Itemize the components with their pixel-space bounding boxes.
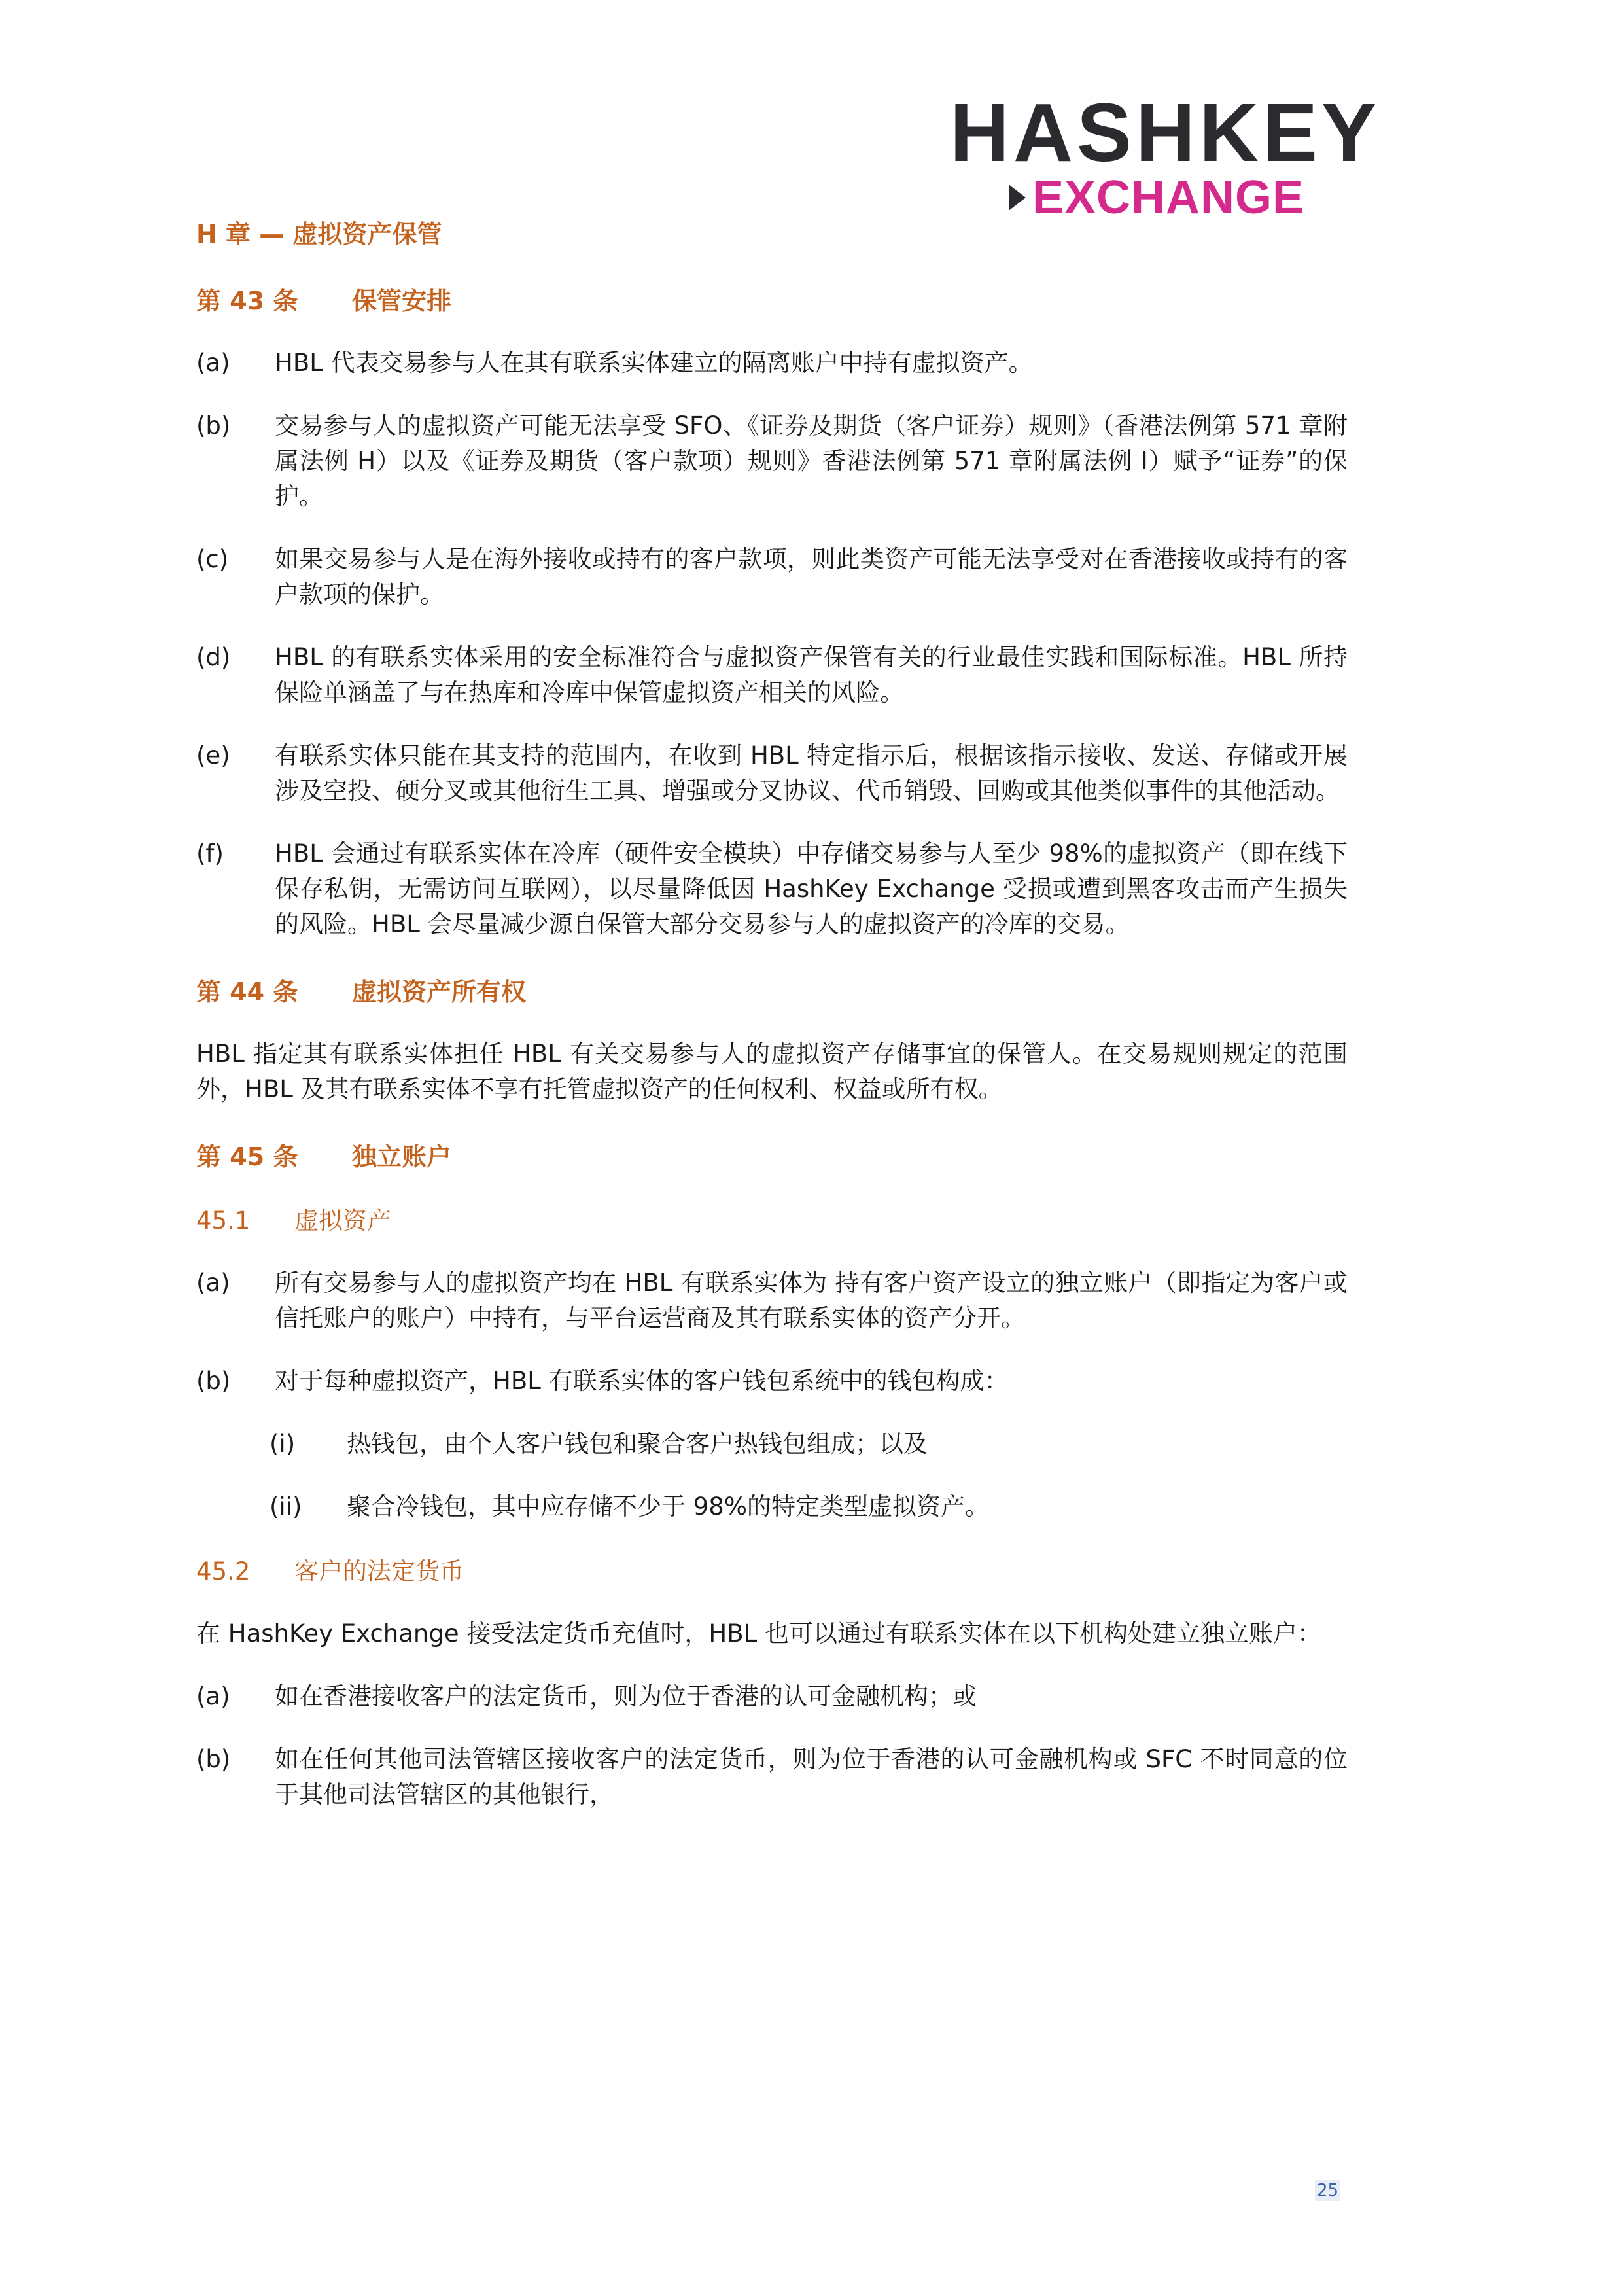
item-text: 有联系实体只能在其支持的范围内，在收到 HBL 特定指示后，根据该指示接收、发送、存储或开展涉及空投、硬分叉或其他衍生工具、增强或分叉协议、代币销毁、回购或其他类似事件的其他活动。 [275,741,1348,805]
item-text: 如在任何其他司法管辖区接收客户的法定货币，则为位于香港的认可金融机构或 SFC 不时同意的位于其他司法管辖区的其他银行， [275,1745,1348,1809]
item-label: (b) [196,1745,231,1773]
item-text: 如在香港接收客户的法定货币，则为位于香港的认可金融机构；或 [275,1682,977,1710]
sub-list-item [196,1489,1348,1525]
list-item [196,1364,1348,1399]
item-label: (b) [196,1367,231,1395]
section-number: 45.1 [196,1207,251,1235]
article-number: 第 45 条 [196,1142,298,1171]
article-44-heading [196,975,1348,1009]
logo-text-hashkey: HASHKEY [950,86,1381,179]
item-text: 交易参与人的虚拟资产可能无法享受 SFO、《证券及期货（客户证券）规则》（香港法例第 571 章附属法例 H）以及《证券及期货（客户款项）规则》香港法例第 571 章附属法例 I）赋予“证券”的保护。 [275,412,1348,510]
section-number: 45.2 [196,1557,251,1585]
list-item [196,1742,1348,1812]
list-item [196,738,1348,809]
item-label: (i) [270,1430,296,1458]
item-label: (f) [196,839,224,868]
page-number: 25 [1315,2180,1340,2201]
section-title: 客户的法定货币 [294,1557,464,1585]
list-item [196,640,1348,711]
article-44-text: HBL 指定其有联系实体担任 HBL 有关交易参与人的虚拟资产存储事宜的保管人。在交易规则规定的范围外，HBL 及其有联系实体不享有托管虚拟资产的任何权利、权益或所有权。 [196,1040,1348,1103]
chapter-title: H 章 — 虚拟资产保管 [196,220,442,249]
article-number: 第 44 条 [196,978,298,1006]
item-text: 热钱包，由个人客户钱包和聚合客户热钱包组成；以及 [347,1430,928,1458]
section-title: 虚拟资产 [294,1207,391,1235]
item-text: HBL 代表交易参与人在其有联系实体建立的隔离账户中持有虚拟资产。 [275,349,1033,377]
section-45-2-heading [196,1555,1348,1589]
section-45-2-intro: 在 HashKey Exchange 接受法定货币充值时，HBL 也可以通过有联系实体在以下机构处建立独立账户： [196,1619,1321,1648]
item-text: HBL 会通过有联系实体在冷库（硬件安全模块）中存储交易参与人至少 98%的虚拟资产（即在线下保存私钥，无需访问互联网），以尽量降低因 HashKey Exchange 受损或遭到黑客攻击而产生损失的风险。HBL 会尽量减少源自保管大部分交易参与人的虚拟资产的冷库的交易。 [275,839,1348,938]
article-title: 保管安排 [352,287,452,315]
sub-list-item [196,1426,1348,1462]
list-item [196,345,1348,381]
list-item [196,542,1348,612]
item-label: (a) [196,349,230,377]
item-label: (ii) [270,1492,302,1521]
item-text: 聚合冷钱包，其中应存储不少于 98%的特定类型虚拟资产。 [347,1492,989,1521]
logo-text-exchange: EXCHANGE [1032,171,1305,224]
logo-arrow-icon [1009,185,1026,211]
item-label: (c) [196,545,229,573]
section-45-1-heading [196,1204,1348,1238]
document-body [196,209,1348,1812]
article-title: 虚拟资产所有权 [352,978,527,1006]
list-item [196,408,1348,514]
item-label: (e) [196,741,230,769]
article-title: 独立账户 [352,1142,452,1171]
item-text: HBL 的有联系实体采用的安全标准符合与虚拟资产保管有关的行业最佳实践和国际标准。HBL 所持保险单涵盖了与在热库和冷库中保管虚拟资产相关的风险。 [275,643,1348,707]
list-item [196,1679,1348,1714]
article-number: 第 43 条 [196,287,298,315]
item-text: 对于每种虚拟资产，HBL 有联系实体的客户钱包系统中的钱包构成： [275,1367,1009,1395]
list-item [196,836,1348,942]
article-45-heading [196,1140,1348,1174]
item-text: 所有交易参与人的虚拟资产均在 HBL 有联系实体为 持有客户资产设立的独立账户（即指定为客户或信托账户的账户）中持有，与平台运营商及其有联系实体的资产分开。 [275,1269,1348,1332]
item-label: (a) [196,1682,230,1710]
article-43-heading [196,284,1348,318]
list-item [196,1265,1348,1336]
item-text: 如果交易参与人是在海外接收或持有的客户款项，则此类资产可能无法享受对在香港接收或持有的客户款项的保护。 [275,545,1348,609]
item-label: (b) [196,412,231,440]
item-label: (d) [196,643,231,671]
item-label: (a) [196,1269,230,1297]
hashkey-exchange-logo [942,86,1381,229]
